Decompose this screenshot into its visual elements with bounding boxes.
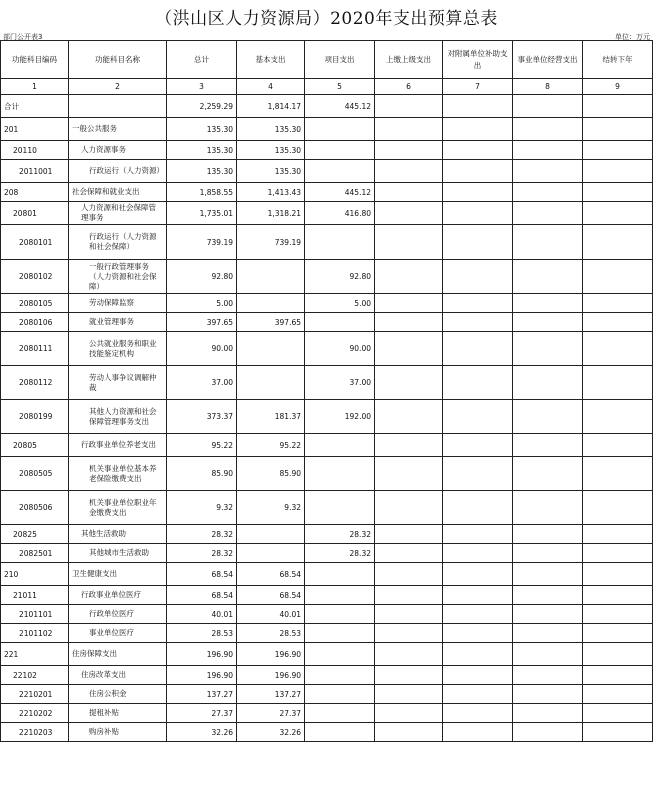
- row-business-cell: [513, 643, 583, 666]
- form-number: 部门公开表3: [3, 33, 43, 41]
- row-upper-cell: [375, 491, 443, 525]
- row-basic-cell: 196.90: [237, 643, 305, 666]
- row-name-cell: 人力资源事务: [69, 141, 167, 160]
- row-code-cell: 2080101: [1, 225, 69, 260]
- budget-table: [0, 40, 653, 742]
- row-name-cell: 住房改革支出: [69, 666, 167, 685]
- row-subsidy-cell: [443, 544, 513, 563]
- row-upper-cell: [375, 586, 443, 605]
- row-code-cell: 2011001: [1, 160, 69, 183]
- row-business-cell: [513, 666, 583, 685]
- row-project-cell: [305, 563, 375, 586]
- row-carryover-cell: [583, 666, 653, 685]
- unit-label: 单位：万元: [615, 33, 650, 41]
- row-total-cell: 1,735.01: [167, 202, 237, 225]
- row-total-cell: 28.53: [167, 624, 237, 643]
- table-row: [1, 95, 653, 118]
- row-basic-cell: [237, 260, 305, 294]
- row-subsidy-cell: [443, 434, 513, 457]
- table-row: [1, 563, 653, 586]
- row-business-cell: [513, 294, 583, 313]
- row-name-cell: 机关事业单位职业年金缴费支出: [69, 491, 167, 525]
- row-business-cell: [513, 685, 583, 704]
- row-code-cell: 201: [1, 118, 69, 141]
- row-carryover-cell: [583, 183, 653, 202]
- row-business-cell: [513, 525, 583, 544]
- row-business-cell: [513, 366, 583, 400]
- table-row: [1, 685, 653, 704]
- header-cell: 项目支出: [305, 41, 375, 79]
- row-subsidy-cell: [443, 260, 513, 294]
- row-upper-cell: [375, 685, 443, 704]
- row-basic-cell: 27.37: [237, 704, 305, 723]
- row-upper-cell: [375, 434, 443, 457]
- column-number: 2: [69, 79, 167, 95]
- row-subsidy-cell: [443, 624, 513, 643]
- row-name-cell: 一般行政管理事务（人力资源和社会保障）: [69, 260, 167, 294]
- row-code-cell: 2080112: [1, 366, 69, 400]
- table-row: [1, 202, 653, 225]
- row-basic-cell: 739.19: [237, 225, 305, 260]
- row-business-cell: [513, 118, 583, 141]
- row-project-cell: [305, 457, 375, 491]
- row-business-cell: [513, 141, 583, 160]
- row-total-cell: 27.37: [167, 704, 237, 723]
- header-cell: 事业单位经营支出: [513, 41, 583, 79]
- row-carryover-cell: [583, 525, 653, 544]
- row-total-cell: 135.30: [167, 160, 237, 183]
- row-business-cell: [513, 624, 583, 643]
- row-code-cell: 20805: [1, 434, 69, 457]
- row-name-cell: 行政单位医疗: [69, 605, 167, 624]
- row-business-cell: [513, 544, 583, 563]
- row-total-cell: 32.26: [167, 723, 237, 742]
- row-code-cell: 2080506: [1, 491, 69, 525]
- row-business-cell: [513, 202, 583, 225]
- row-upper-cell: [375, 225, 443, 260]
- row-subsidy-cell: [443, 491, 513, 525]
- row-code-cell: 20110: [1, 141, 69, 160]
- table-row: [1, 225, 653, 260]
- row-carryover-cell: [583, 643, 653, 666]
- row-name-cell: 就业管理事务: [69, 313, 167, 332]
- row-code-cell: 210: [1, 563, 69, 586]
- row-subsidy-cell: [443, 118, 513, 141]
- row-upper-cell: [375, 95, 443, 118]
- row-basic-cell: 135.30: [237, 118, 305, 141]
- row-code-cell: 2210203: [1, 723, 69, 742]
- row-code-cell: 合计: [1, 95, 69, 118]
- row-name-cell: [69, 95, 167, 118]
- row-carryover-cell: [583, 202, 653, 225]
- row-carryover-cell: [583, 704, 653, 723]
- row-total-cell: 196.90: [167, 643, 237, 666]
- row-subsidy-cell: [443, 294, 513, 313]
- row-subsidy-cell: [443, 160, 513, 183]
- table-row: [1, 491, 653, 525]
- row-business-cell: [513, 491, 583, 525]
- column-number-row: [1, 79, 653, 95]
- row-basic-cell: 1,413.43: [237, 183, 305, 202]
- row-carryover-cell: [583, 225, 653, 260]
- row-carryover-cell: [583, 685, 653, 704]
- row-name-cell: 住房公积金: [69, 685, 167, 704]
- row-total-cell: 40.01: [167, 605, 237, 624]
- table-row: [1, 366, 653, 400]
- row-upper-cell: [375, 260, 443, 294]
- row-name-cell: 劳动人事争议调解仲裁: [69, 366, 167, 400]
- row-name-cell: 卫生健康支出: [69, 563, 167, 586]
- row-total-cell: 137.27: [167, 685, 237, 704]
- row-business-cell: [513, 434, 583, 457]
- row-total-cell: 1,858.55: [167, 183, 237, 202]
- page-title: （洪山区人力资源局）2020年支出预算总表: [155, 9, 498, 29]
- row-total-cell: 5.00: [167, 294, 237, 313]
- row-carryover-cell: [583, 294, 653, 313]
- row-name-cell: 行政运行（人力资源和社会保障）: [69, 225, 167, 260]
- table-row: [1, 260, 653, 294]
- row-project-cell: [305, 141, 375, 160]
- table-row: [1, 666, 653, 685]
- row-name-cell: 购房补贴: [69, 723, 167, 742]
- row-project-cell: 28.32: [305, 525, 375, 544]
- row-upper-cell: [375, 202, 443, 225]
- row-code-cell: 2080199: [1, 400, 69, 434]
- row-total-cell: 373.37: [167, 400, 237, 434]
- row-business-cell: [513, 225, 583, 260]
- row-project-cell: [305, 624, 375, 643]
- row-project-cell: [305, 685, 375, 704]
- table-row: [1, 160, 653, 183]
- row-business-cell: [513, 332, 583, 366]
- row-project-cell: [305, 704, 375, 723]
- row-project-cell: [305, 643, 375, 666]
- row-name-cell: 行政运行（人力资源）: [69, 160, 167, 183]
- table-row: [1, 141, 653, 160]
- row-carryover-cell: [583, 563, 653, 586]
- row-basic-cell: 40.01: [237, 605, 305, 624]
- row-subsidy-cell: [443, 685, 513, 704]
- row-basic-cell: 32.26: [237, 723, 305, 742]
- row-name-cell: 行政事业单位医疗: [69, 586, 167, 605]
- row-basic-cell: 196.90: [237, 666, 305, 685]
- row-business-cell: [513, 95, 583, 118]
- row-carryover-cell: [583, 160, 653, 183]
- row-business-cell: [513, 400, 583, 434]
- table-row: [1, 723, 653, 742]
- row-project-cell: [305, 605, 375, 624]
- row-project-cell: 192.00: [305, 400, 375, 434]
- row-code-cell: 2080105: [1, 294, 69, 313]
- row-basic-cell: 1,318.21: [237, 202, 305, 225]
- row-basic-cell: 68.54: [237, 586, 305, 605]
- row-code-cell: 2082501: [1, 544, 69, 563]
- row-project-cell: 28.32: [305, 544, 375, 563]
- row-total-cell: 739.19: [167, 225, 237, 260]
- header-cell: 功能科目名称: [69, 41, 167, 79]
- row-project-cell: [305, 586, 375, 605]
- row-code-cell: 2210202: [1, 704, 69, 723]
- table-row: [1, 457, 653, 491]
- row-upper-cell: [375, 624, 443, 643]
- row-basic-cell: 1,814.17: [237, 95, 305, 118]
- row-project-cell: [305, 160, 375, 183]
- row-subsidy-cell: [443, 586, 513, 605]
- row-subsidy-cell: [443, 704, 513, 723]
- row-code-cell: 2080111: [1, 332, 69, 366]
- row-carryover-cell: [583, 141, 653, 160]
- row-basic-cell: [237, 294, 305, 313]
- row-total-cell: 95.22: [167, 434, 237, 457]
- row-subsidy-cell: [443, 141, 513, 160]
- row-code-cell: 2210201: [1, 685, 69, 704]
- row-name-cell: 住房保障支出: [69, 643, 167, 666]
- row-upper-cell: [375, 605, 443, 624]
- row-project-cell: 37.00: [305, 366, 375, 400]
- row-business-cell: [513, 313, 583, 332]
- table-row: [1, 704, 653, 723]
- row-basic-cell: [237, 366, 305, 400]
- row-total-cell: 2,259.29: [167, 95, 237, 118]
- table-row: [1, 586, 653, 605]
- row-total-cell: 9.32: [167, 491, 237, 525]
- row-subsidy-cell: [443, 457, 513, 491]
- row-total-cell: 85.90: [167, 457, 237, 491]
- row-project-cell: 445.12: [305, 95, 375, 118]
- table-row: [1, 544, 653, 563]
- row-upper-cell: [375, 183, 443, 202]
- row-total-cell: 37.00: [167, 366, 237, 400]
- row-total-cell: 196.90: [167, 666, 237, 685]
- table-row: [1, 183, 653, 202]
- row-total-cell: 90.00: [167, 332, 237, 366]
- table-row: [1, 624, 653, 643]
- row-carryover-cell: [583, 605, 653, 624]
- row-basic-cell: [237, 544, 305, 563]
- row-business-cell: [513, 563, 583, 586]
- row-upper-cell: [375, 160, 443, 183]
- row-name-cell: 提租补贴: [69, 704, 167, 723]
- table-row: [1, 332, 653, 366]
- row-subsidy-cell: [443, 313, 513, 332]
- row-upper-cell: [375, 544, 443, 563]
- row-code-cell: 2101101: [1, 605, 69, 624]
- column-number: 4: [237, 79, 305, 95]
- row-name-cell: 人力资源和社会保障管理事务: [69, 202, 167, 225]
- table-row: [1, 294, 653, 313]
- row-subsidy-cell: [443, 643, 513, 666]
- header-cell: 功能科目编码: [1, 41, 69, 79]
- row-code-cell: 208: [1, 183, 69, 202]
- row-code-cell: 2080106: [1, 313, 69, 332]
- row-project-cell: [305, 434, 375, 457]
- row-name-cell: 事业单位医疗: [69, 624, 167, 643]
- row-name-cell: 一般公共服务: [69, 118, 167, 141]
- row-basic-cell: 9.32: [237, 491, 305, 525]
- table-row: [1, 643, 653, 666]
- row-project-cell: [305, 723, 375, 742]
- row-code-cell: 20825: [1, 525, 69, 544]
- row-name-cell: 行政事业单位养老支出: [69, 434, 167, 457]
- row-carryover-cell: [583, 313, 653, 332]
- row-business-cell: [513, 160, 583, 183]
- table-row: [1, 400, 653, 434]
- row-carryover-cell: [583, 434, 653, 457]
- row-name-cell: 其他生活救助: [69, 525, 167, 544]
- row-basic-cell: 135.30: [237, 141, 305, 160]
- row-upper-cell: [375, 723, 443, 742]
- header-cell: 对附属单位补助支出: [443, 41, 513, 79]
- row-subsidy-cell: [443, 225, 513, 260]
- row-total-cell: 135.30: [167, 118, 237, 141]
- row-upper-cell: [375, 141, 443, 160]
- row-business-cell: [513, 457, 583, 491]
- row-basic-cell: [237, 332, 305, 366]
- row-upper-cell: [375, 294, 443, 313]
- row-project-cell: [305, 491, 375, 525]
- row-code-cell: 2101102: [1, 624, 69, 643]
- row-subsidy-cell: [443, 183, 513, 202]
- row-name-cell: 劳动保障监察: [69, 294, 167, 313]
- row-total-cell: 28.32: [167, 525, 237, 544]
- header-cell: 总计: [167, 41, 237, 79]
- row-carryover-cell: [583, 400, 653, 434]
- row-carryover-cell: [583, 332, 653, 366]
- row-name-cell: 社会保障和就业支出: [69, 183, 167, 202]
- row-project-cell: [305, 666, 375, 685]
- row-carryover-cell: [583, 586, 653, 605]
- column-number: 5: [305, 79, 375, 95]
- table-row: [1, 313, 653, 332]
- column-number: 6: [375, 79, 443, 95]
- row-code-cell: 20801: [1, 202, 69, 225]
- row-carryover-cell: [583, 457, 653, 491]
- row-subsidy-cell: [443, 202, 513, 225]
- row-name-cell: 其他人力资源和社会保障管理事务支出: [69, 400, 167, 434]
- row-subsidy-cell: [443, 723, 513, 742]
- row-carryover-cell: [583, 491, 653, 525]
- row-business-cell: [513, 605, 583, 624]
- column-number: 9: [583, 79, 653, 95]
- table-row: [1, 605, 653, 624]
- row-upper-cell: [375, 313, 443, 332]
- row-code-cell: 221: [1, 643, 69, 666]
- row-total-cell: 68.54: [167, 563, 237, 586]
- row-name-cell: 公共就业服务和职业技能鉴定机构: [69, 332, 167, 366]
- row-carryover-cell: [583, 95, 653, 118]
- row-basic-cell: 135.30: [237, 160, 305, 183]
- column-number: 1: [1, 79, 69, 95]
- row-total-cell: 68.54: [167, 586, 237, 605]
- row-project-cell: [305, 225, 375, 260]
- row-subsidy-cell: [443, 366, 513, 400]
- row-project-cell: [305, 313, 375, 332]
- row-total-cell: 28.32: [167, 544, 237, 563]
- row-basic-cell: 137.27: [237, 685, 305, 704]
- table-row: [1, 118, 653, 141]
- row-subsidy-cell: [443, 95, 513, 118]
- row-code-cell: 2080505: [1, 457, 69, 491]
- row-carryover-cell: [583, 366, 653, 400]
- row-business-cell: [513, 723, 583, 742]
- row-project-cell: 445.12: [305, 183, 375, 202]
- header-cell: 基本支出: [237, 41, 305, 79]
- row-basic-cell: 95.22: [237, 434, 305, 457]
- header-cell: 上缴上级支出: [375, 41, 443, 79]
- row-code-cell: 21011: [1, 586, 69, 605]
- row-subsidy-cell: [443, 666, 513, 685]
- row-upper-cell: [375, 666, 443, 685]
- column-number: 7: [443, 79, 513, 95]
- row-name-cell: 其他城市生活救助: [69, 544, 167, 563]
- row-upper-cell: [375, 457, 443, 491]
- row-project-cell: 90.00: [305, 332, 375, 366]
- row-name-cell: 机关事业单位基本养老保险缴费支出: [69, 457, 167, 491]
- row-upper-cell: [375, 332, 443, 366]
- row-carryover-cell: [583, 544, 653, 563]
- row-project-cell: 5.00: [305, 294, 375, 313]
- row-project-cell: [305, 118, 375, 141]
- row-carryover-cell: [583, 260, 653, 294]
- header-row: [1, 41, 653, 79]
- row-upper-cell: [375, 118, 443, 141]
- row-upper-cell: [375, 563, 443, 586]
- row-project-cell: 92.80: [305, 260, 375, 294]
- row-project-cell: 416.80: [305, 202, 375, 225]
- row-carryover-cell: [583, 624, 653, 643]
- row-basic-cell: 397.65: [237, 313, 305, 332]
- row-carryover-cell: [583, 723, 653, 742]
- row-business-cell: [513, 260, 583, 294]
- column-number: 3: [167, 79, 237, 95]
- row-business-cell: [513, 183, 583, 202]
- column-number: 8: [513, 79, 583, 95]
- row-upper-cell: [375, 704, 443, 723]
- row-code-cell: 2080102: [1, 260, 69, 294]
- row-basic-cell: 85.90: [237, 457, 305, 491]
- row-subsidy-cell: [443, 525, 513, 544]
- row-upper-cell: [375, 643, 443, 666]
- row-subsidy-cell: [443, 563, 513, 586]
- row-upper-cell: [375, 366, 443, 400]
- table-row: [1, 434, 653, 457]
- row-subsidy-cell: [443, 332, 513, 366]
- row-upper-cell: [375, 525, 443, 544]
- row-total-cell: 92.80: [167, 260, 237, 294]
- row-upper-cell: [375, 400, 443, 434]
- row-total-cell: 397.65: [167, 313, 237, 332]
- row-total-cell: 135.30: [167, 141, 237, 160]
- row-carryover-cell: [583, 118, 653, 141]
- row-subsidy-cell: [443, 605, 513, 624]
- row-code-cell: 22102: [1, 666, 69, 685]
- row-basic-cell: 28.53: [237, 624, 305, 643]
- table-row: [1, 525, 653, 544]
- row-business-cell: [513, 704, 583, 723]
- row-basic-cell: 68.54: [237, 563, 305, 586]
- row-subsidy-cell: [443, 400, 513, 434]
- row-basic-cell: [237, 525, 305, 544]
- row-basic-cell: 181.37: [237, 400, 305, 434]
- header-cell: 结转下年: [583, 41, 653, 79]
- row-business-cell: [513, 586, 583, 605]
